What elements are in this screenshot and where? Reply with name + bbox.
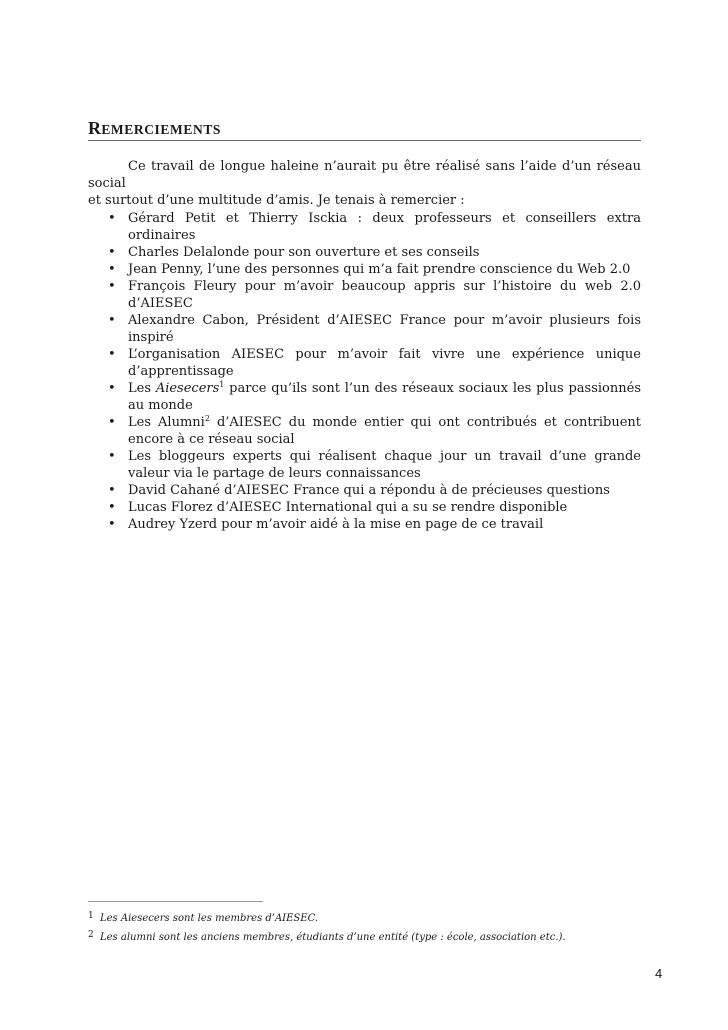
bullet: •: [108, 313, 116, 328]
page-number: 4: [655, 966, 663, 981]
footnote-ref-1[interactable]: 1: [219, 380, 225, 389]
list-item-text: François Fleury pour m’avoir beaucoup appris sur l’histoire du web 2.0 d’AIESEC: [128, 279, 641, 311]
footnote-text: Les alumni sont les anciens membres, étudiants d’une entité (type : école, association etc.).: [100, 932, 566, 943]
list-item-text: Audrey Yzerd pour m’avoir aidé à la mise en page de ce travail: [128, 517, 544, 532]
bullet: •: [108, 347, 116, 362]
list-item-text: Jean Penny, l’une des personnes qui m’a fait prendre conscience du Web 2.0: [128, 262, 631, 277]
bullet: •: [108, 415, 116, 430]
intro-line-2: et surtout d’une multitude d’amis. Je tenais à remercier :: [88, 193, 465, 208]
intro-paragraph: [88, 158, 641, 209]
aiesecers-term: Aiesecers: [155, 381, 220, 396]
list-item-text-before: Les: [128, 381, 156, 396]
list-item: [88, 414, 641, 448]
footnote-1: [88, 908, 641, 927]
footnote-number: 1: [88, 911, 94, 921]
list-item: [88, 210, 641, 244]
heading-rule: [88, 140, 641, 141]
list-item-text: Les bloggeurs experts qui réalisent chaque jour un travail d’une grande valeur via le partage de leurs connaissances: [128, 449, 641, 481]
list-item-text-after: parce qu’ils sont l’un des réseaux sociaux les plus passionnés au monde: [128, 381, 641, 413]
bullet: •: [108, 500, 116, 515]
bullet: •: [108, 245, 116, 260]
list-item-text-after: d’AIESEC du monde entier qui ont contribués et contribuent encore à ce réseau social: [128, 415, 642, 447]
bullet: •: [108, 279, 116, 294]
list-item: [88, 278, 641, 312]
heading-initial: R: [88, 118, 102, 138]
footnotes: [88, 908, 641, 946]
bullet: •: [108, 517, 116, 532]
footnote-ref-2[interactable]: 2: [204, 414, 210, 423]
bullet: •: [108, 211, 116, 226]
bullet: •: [108, 449, 116, 464]
list-item-text: David Cahané d’AIESEC France qui a répondu à de précieuses questions: [128, 483, 610, 498]
list-item: [88, 312, 641, 346]
list-item: [88, 499, 641, 516]
list-item-text: Lucas Florez d’AIESEC International qui a su se rendre disponible: [128, 500, 568, 515]
list-item-text: Alexandre Cabon, Président d’AIESEC France pour m’avoir plusieurs fois inspiré: [128, 313, 641, 345]
acknowledgements-list: [88, 210, 641, 533]
bullet: •: [108, 381, 116, 396]
heading-rest: EMERCIEMENTS: [101, 122, 222, 137]
list-item: [88, 448, 641, 482]
list-item-text: Gérard Petit et Thierry Isckia : deux professeurs et conseillers extra ordinaires: [128, 211, 641, 243]
bullet: •: [108, 262, 116, 277]
list-item-text-before: Les Alumni: [128, 415, 205, 430]
list-item: [88, 261, 641, 278]
list-item: [88, 346, 641, 380]
section-heading: [88, 118, 221, 139]
footnote-number: 2: [88, 930, 94, 940]
bullet: •: [108, 483, 116, 498]
list-item: [88, 380, 641, 414]
list-item: [88, 482, 641, 499]
footnote-2: [88, 927, 641, 946]
footnote-text: Les Aiesecers sont les membres d’AIESEC.: [100, 913, 319, 924]
intro-line-1: Ce travail de longue haleine n’aurait pu être réalisé sans l’aide d’un réseau social: [88, 159, 641, 191]
list-item-text: Charles Delalonde pour son ouverture et ses conseils: [128, 245, 480, 260]
list-item-text: L’organisation AIESEC pour m’avoir fait vivre une expérience unique d’apprentissage: [128, 347, 641, 379]
list-item: [88, 516, 641, 533]
list-item: [88, 244, 641, 261]
footnote-separator: [88, 901, 263, 902]
